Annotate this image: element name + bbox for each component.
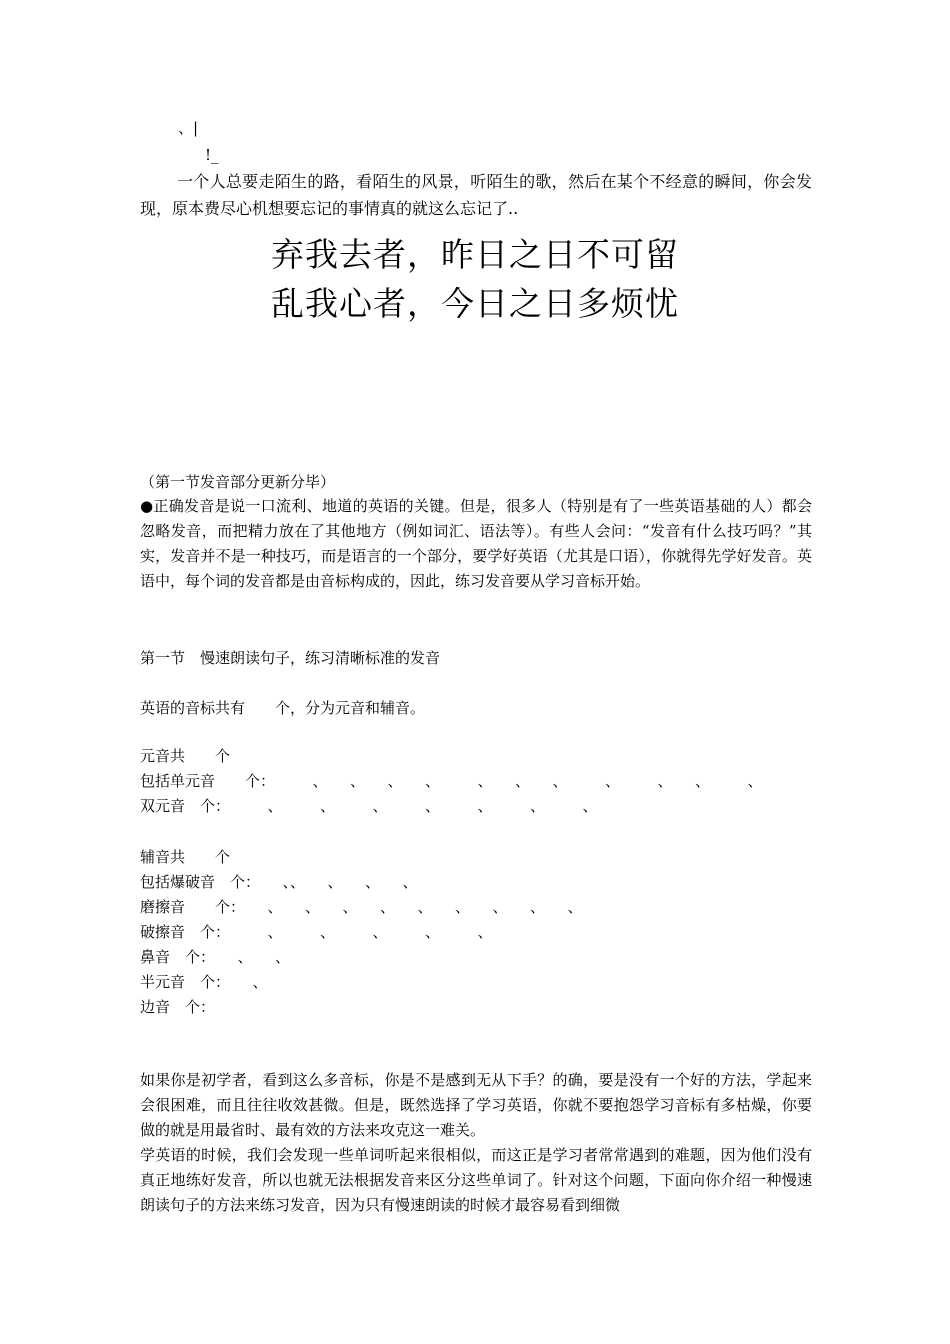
semivowels-line: 半元音 个： 、	[140, 973, 268, 991]
plosives-line: 包括爆破音 个： 、、 、 、 、	[140, 873, 418, 891]
pronunciation-importance-paragraph: ●正确发音是说一口流利、地道的英语的关键。但是，很多人（特别是有了一些英语基础的人）都会忽略发音，而把精力放在了其他地方（例如词汇、语法等）。有些人会问：“发音有什么技巧吗？”其实，发音并不是一种技巧，而是语言的一个部分，要学好英语（尤其是口语），你就得先学好发音。英语中，每个词的发音都是由音标构成的，因此，练习发音要从学习音标开始。	[140, 497, 812, 590]
vowels-total-line: 元音共 个	[140, 747, 231, 765]
learning-paragraph: 学英语的时候，我们会发现一些单词听起来很相似，而这正是学习者常常遇到的难题，因为他们没有真正地练好发音，所以也就无法根据发音来区分这些单词了。针对这个问题，下面向你介绍一种慢速朗读句子的方法来练习发音，因为只有慢速朗读的时候才最容易看到细微	[140, 1146, 812, 1214]
update-note: （第一节发音部分更新分毕）	[140, 473, 336, 491]
intro-paragraph: 一个人总要走陌生的路，看陌生的风景，听陌生的歌，然后在某个不经意的瞬间，你会发现，原本费尽心机想要忘记的事情真的就这么忘记了..	[140, 172, 812, 218]
phonetics-count-line: 英语的音标共有 个，分为元音和辅音。	[140, 699, 426, 717]
consonants-total-line: 辅音共 个	[140, 848, 231, 866]
beginner-paragraph: 如果你是初学者，看到这么多音标，你是不是感到无从下手？的确，要是没有一个好的方法，学起来会很困难，而且往往收效甚微。但是，既然选择了学习英语，你就不要抱怨学习音标有多枯燥，你要做的就是用最省时、最有效的方法来攻克这一难关。	[140, 1071, 812, 1139]
nasals-line: 鼻音 个： 、 、	[140, 948, 291, 966]
monophthongs-line: 包括单元音 个： 、 、 、 、 、 、 、 、 、 、 、	[140, 772, 763, 790]
poem-line-2: 乱我心者，今日之日多烦忧	[271, 284, 679, 323]
fricatives-line: 磨擦音 个： 、 、 、 、 、 、 、 、 、	[140, 898, 583, 916]
affricates-line: 破擦音 个： 、 、 、 、 、	[140, 923, 493, 941]
lateral-line: 边音 个：	[140, 998, 216, 1016]
stray-mark-line-1: 、|	[178, 119, 199, 137]
stray-mark-line-2: !_	[205, 146, 219, 164]
section-heading: 第一节 慢速朗读句子，练习清晰标准的发音	[140, 649, 441, 667]
diphthongs-line: 双元音 个： 、 、 、 、 、 、 、	[140, 797, 598, 815]
poem-line-1: 弃我去者，昨日之日不可留	[271, 235, 679, 274]
